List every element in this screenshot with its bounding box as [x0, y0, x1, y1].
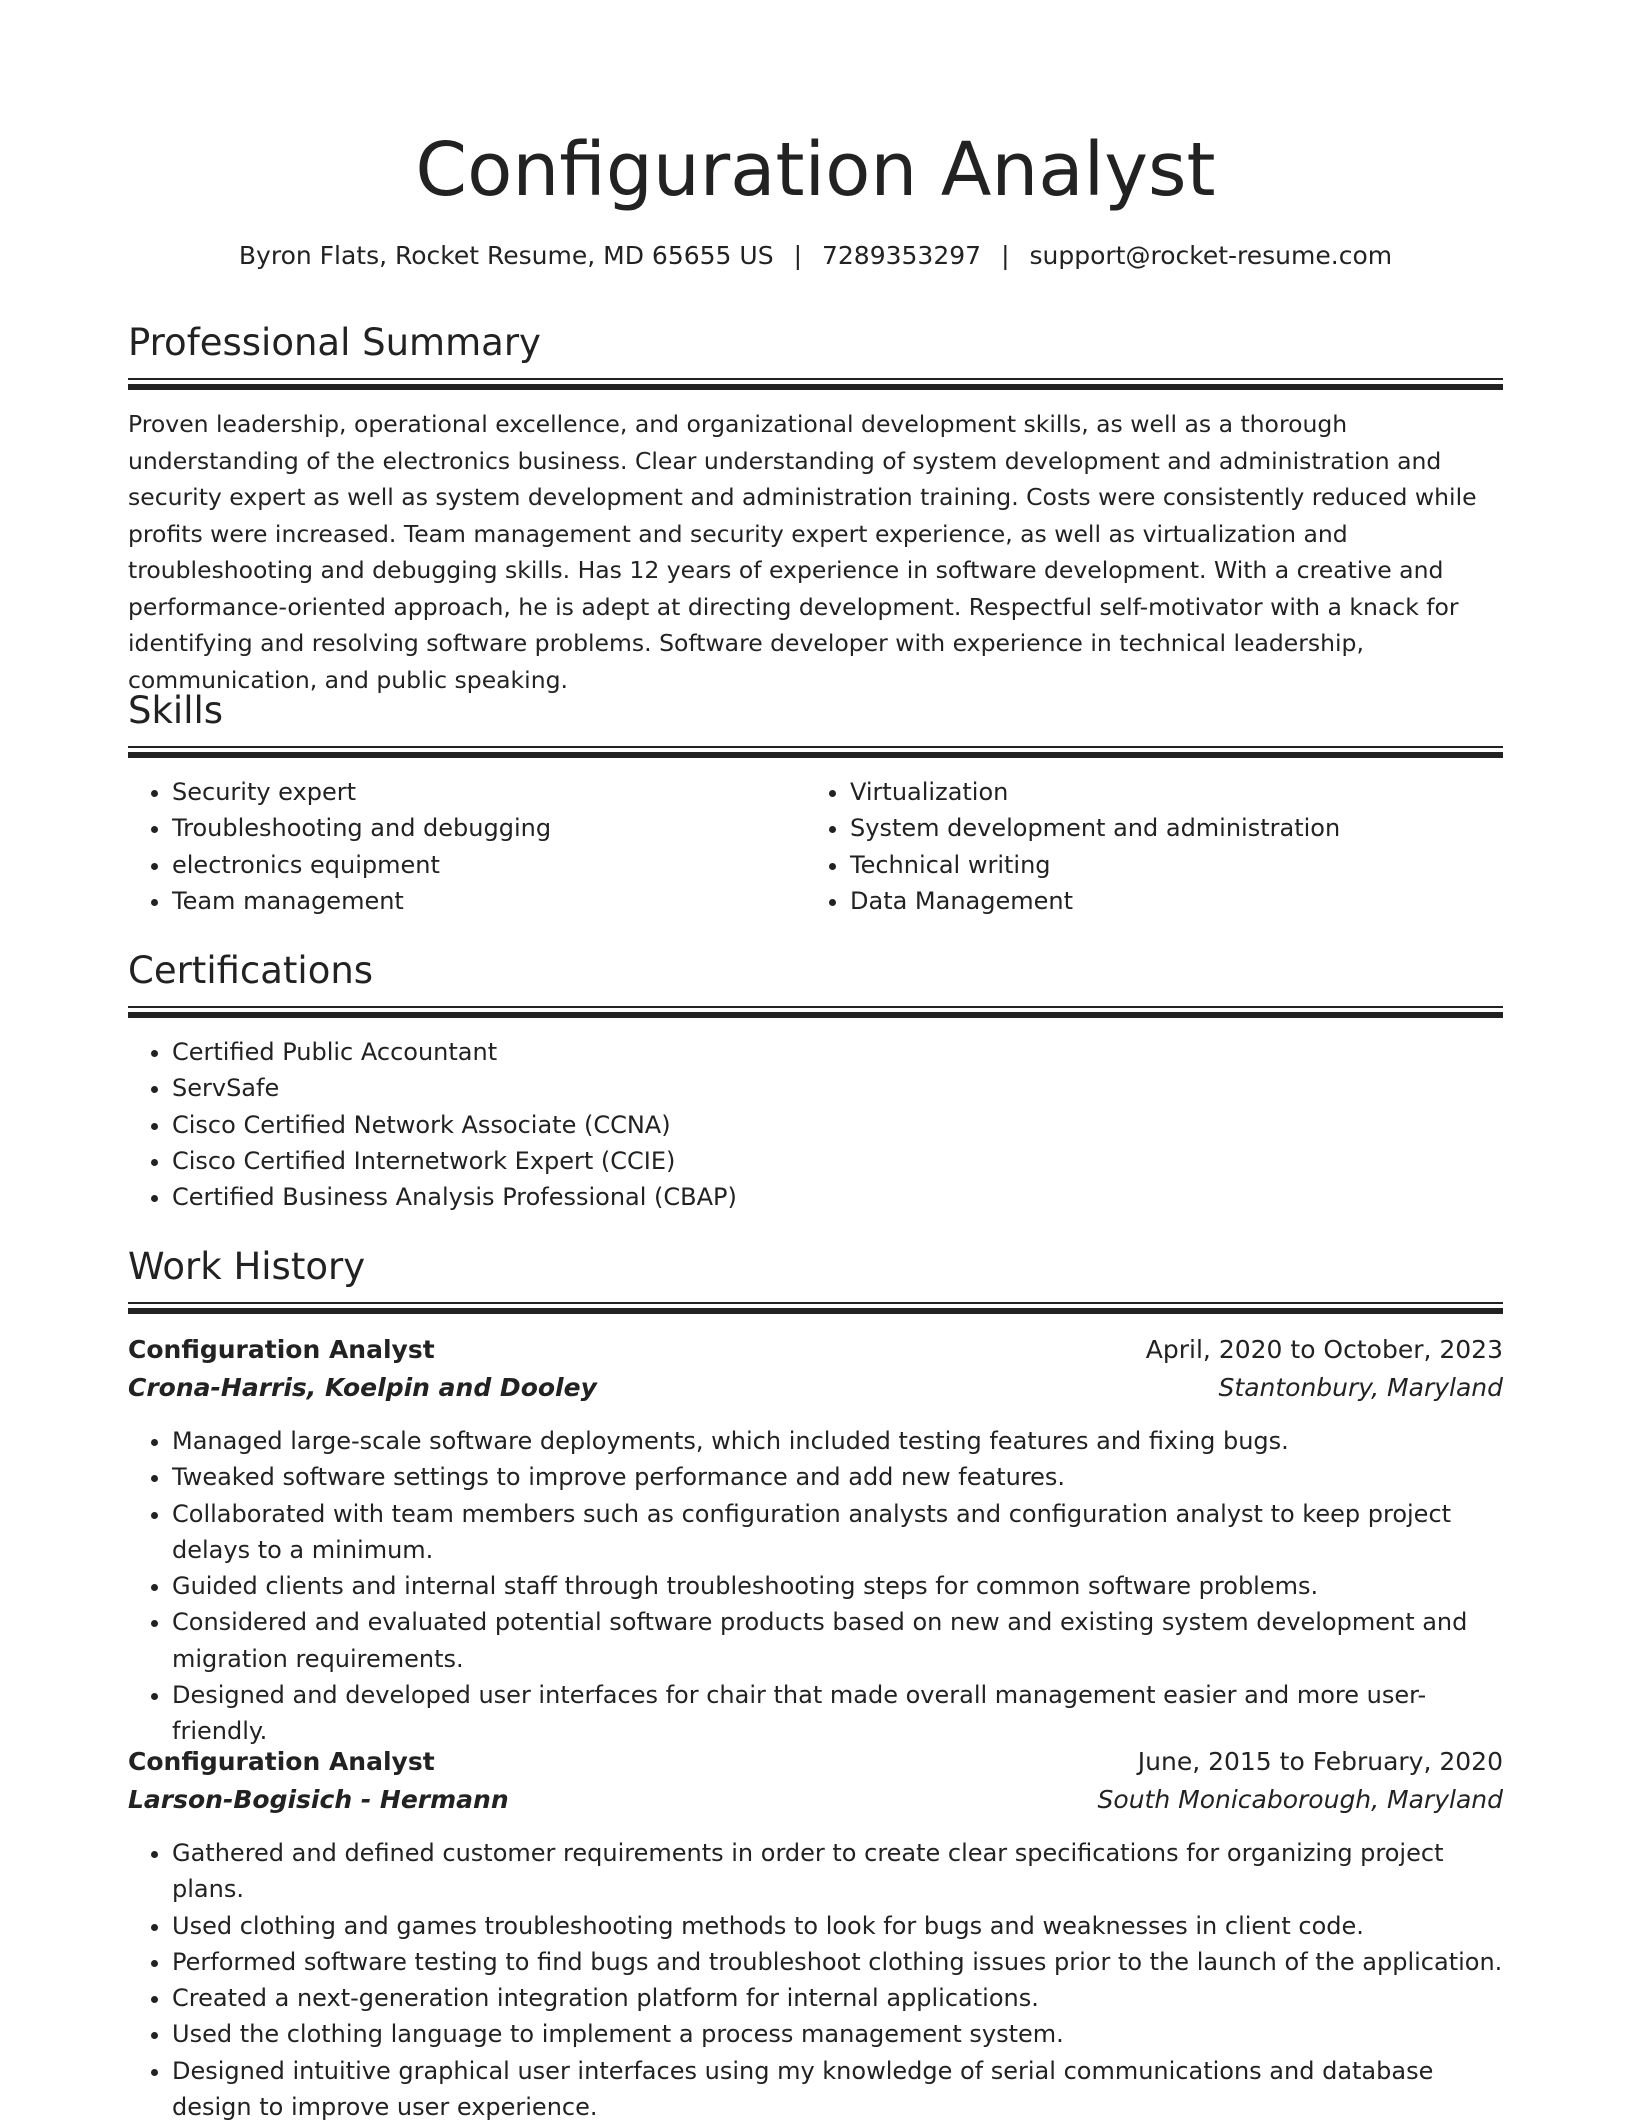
list-item: • Cisco Certified Internetwork Expert (CCIE): [172, 1143, 1503, 1179]
list-item: • Designed and developed user interfaces for chair that made overall management easier and more user-friendly.: [172, 1677, 1503, 1750]
list-item: • Considered and evaluated potential software products based on new and existing system development and migration requirements.: [172, 1604, 1503, 1677]
list-item: • Certified Business Analysis Professional (CBAP): [172, 1179, 1503, 1215]
list-item: • Data Management: [850, 883, 1484, 919]
job-title: Configuration Analyst: [128, 1747, 435, 1776]
skills-list-left: [128, 774, 806, 919]
contact-separator: |: [793, 241, 802, 270]
job-entry: [128, 1743, 1503, 2125]
section-divider: [128, 1308, 1503, 1314]
skills-columns: [128, 774, 1503, 919]
list-item: • Performed software testing to find bugs and troubleshoot clothing issues prior to the launch of the application.: [172, 1944, 1503, 1980]
skills-column-left: [128, 774, 806, 919]
job-title: Configuration Analyst: [128, 1335, 435, 1364]
job-location: Stantonbury, Maryland: [1218, 1373, 1503, 1402]
certifications-section: [128, 946, 1503, 1215]
section-divider: [128, 378, 1503, 380]
work-history-section: [128, 1242, 1503, 1314]
list-item: • Guided clients and internal staff through troubleshooting steps for common software problems.: [172, 1568, 1503, 1604]
job-dates: June, 2015 to February, 2020: [1137, 1747, 1503, 1776]
section-divider: [128, 746, 1503, 748]
list-item: • Troubleshooting and debugging: [172, 810, 806, 846]
list-item: • Created a next-generation integration platform for internal applications.: [172, 1980, 1503, 2016]
contact-line: [128, 236, 1503, 276]
summary-heading: Professional Summary: [128, 321, 541, 364]
section-divider: [128, 752, 1503, 758]
list-item: • Used the clothing language to implement a process management system.: [172, 2016, 1503, 2052]
job-location: South Monicaborough, Maryland: [1097, 1785, 1503, 1814]
summary-section: [128, 318, 1503, 698]
list-item: • Certified Public Accountant: [172, 1034, 1503, 1070]
page-title: Configuration Analyst: [415, 127, 1216, 213]
contact-separator: |: [1001, 241, 1010, 270]
list-item: • Managed large-scale software deployments, which included testing features and fixing bugs.: [172, 1423, 1503, 1459]
list-item: • Virtualization: [850, 774, 1484, 810]
list-item: • Team management: [172, 883, 806, 919]
certifications-heading: Certifications: [128, 949, 374, 992]
contact-email: support@rocket-resume.com: [1029, 241, 1393, 270]
job-bullets: [128, 1835, 1503, 2125]
list-item: • Cisco Certified Network Associate (CCNA): [172, 1107, 1503, 1143]
section-divider: [128, 1012, 1503, 1018]
job-bullets: [128, 1423, 1503, 1750]
job-entry: [128, 1331, 1503, 1750]
list-item: • Designed intuitive graphical user interfaces using my knowledge of serial communications and database design to improve user experience.: [172, 2053, 1503, 2125]
list-item: • ServSafe: [172, 1070, 1503, 1106]
list-item: • Gathered and defined customer requirements in order to create clear specifications for organizing project plans.: [172, 1835, 1503, 1908]
job-header: [128, 1331, 1503, 1369]
skills-heading: Skills: [128, 689, 224, 732]
job-company: Crona-Harris, Koelpin and Dooley: [128, 1373, 597, 1402]
list-item: • System development and administration: [850, 810, 1484, 846]
list-item: • Technical writing: [850, 847, 1484, 883]
summary-text: Proven leadership, operational excellence, and organizational development skills, as well as a thorough understanding of the electronics business. Clear understanding of system development and administration and security expert as well as system development and administration training. Costs were consistently reduced while profits were increased. Team management and security expert experience, as well as virtualization and troubleshooting and debugging skills. Has 12 years of experience in software development. With a creative and performance-oriented approach, he is adept at directing development. Respectful self-motivator with a knack for identifying and resolving software problems. Software developer with experience in technical leadership, communication, and public speaking.: [128, 410, 1477, 694]
list-item: • Used clothing and games troubleshooting methods to look for bugs and weaknesses in client code.: [172, 1908, 1503, 1944]
list-item: • Collaborated with team members such as configuration analysts and configuration analyst to keep project delays to a minimum.: [172, 1496, 1503, 1569]
section-divider: [128, 1006, 1503, 1008]
skills-list-right: [806, 774, 1484, 919]
work-history-heading: Work History: [128, 1245, 366, 1288]
section-divider: [128, 384, 1503, 390]
skills-column-right: [806, 774, 1484, 919]
contact-address: Byron Flats, Rocket Resume, MD 65655 US: [238, 241, 774, 270]
skills-section: [128, 686, 1503, 919]
job-dates: April, 2020 to October, 2023: [1145, 1335, 1503, 1364]
list-item: • Tweaked software settings to improve performance and add new features.: [172, 1459, 1503, 1495]
job-company: Larson-Bogisich - Hermann: [128, 1785, 509, 1814]
certifications-list: [128, 1034, 1503, 1215]
section-divider: [128, 1302, 1503, 1304]
job-header: [128, 1743, 1503, 1781]
contact-phone: 7289353297: [822, 241, 982, 270]
job-subheader: [128, 1781, 1503, 1819]
job-subheader: [128, 1369, 1503, 1407]
list-item: • electronics equipment: [172, 847, 806, 883]
list-item: • Security expert: [172, 774, 806, 810]
